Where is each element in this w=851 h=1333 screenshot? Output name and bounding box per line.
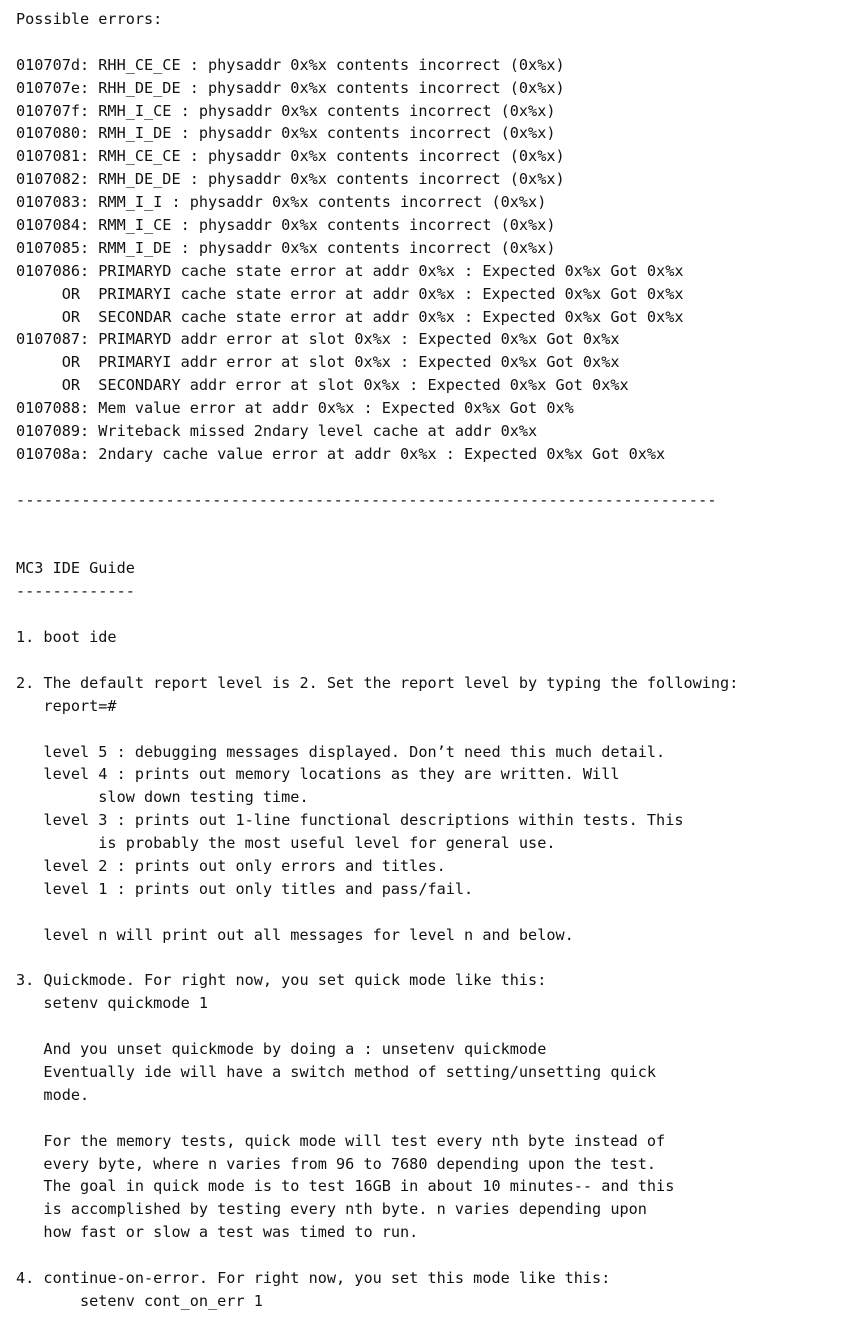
- quickmode-memory-line: The goal in quick mode is to test 16GB in about 10 minutes-- and this: [16, 1177, 675, 1196]
- error-line: 0107080: RMH_I_DE : physaddr 0x%x contents incorrect (0x%x): [16, 124, 556, 143]
- quickmode-unset-line: Eventually ide will have a switch method of setting/unsetting quick: [16, 1062, 657, 1081]
- step-4-intro: 4. continue-on-error. For right now, you set this mode like this:: [16, 1269, 611, 1287]
- step-4: [16, 1267, 851, 1313]
- section-separator: ---------------------------------------------------------------------------: [16, 490, 717, 509]
- error-line: 0107085: RMM_I_DE : physaddr 0x%x contents incorrect (0x%x): [16, 238, 556, 257]
- error-line: 0107083: RMM_I_I : physaddr 0x%x contents incorrect (0x%x): [16, 193, 547, 212]
- quickmode-unset-line: mode.: [16, 1085, 90, 1104]
- error-line: 0107088: Mem value error at addr 0x%x : Expected 0x%x Got 0x%: [16, 399, 574, 418]
- error-line: 010707d: RHH_CE_CE : physaddr 0x%x contents incorrect (0x%x): [16, 55, 565, 74]
- report-level-line: level 1 : prints out only titles and pass/fail.: [16, 879, 474, 898]
- step-2-intro: 2. The default report level is 2. Set the report level by typing the following:: [16, 673, 739, 692]
- error-line: OR SECONDAR cache state error at addr 0x%x : Expected 0x%x Got 0x%x: [16, 307, 684, 326]
- error-line: OR SECONDARY addr error at slot 0x%x : Expected 0x%x Got 0x%x: [16, 376, 629, 395]
- report-level-line: level 2 : prints out only errors and titles.: [16, 856, 446, 875]
- report-level-line: level 5 : debugging messages displayed. Don’t need this much detail.: [16, 742, 666, 761]
- error-line: 0107086: PRIMARYD cache state error at addr 0x%x : Expected 0x%x Got 0x%x: [16, 261, 684, 280]
- quickmode-memory-line: every byte, where n varies from 96 to 7680 depending upon the test.: [16, 1154, 657, 1173]
- error-line: 0107087: PRIMARYD addr error at slot 0x%x : Expected 0x%x Got 0x%x: [16, 330, 620, 349]
- report-level-line: level 4 : prints out memory locations as they are written. Will: [16, 765, 620, 784]
- document-page: [16, 8, 851, 1313]
- report-level-line: slow down testing time.: [16, 788, 309, 807]
- step-4-command: setenv cont_on_err 1: [16, 1291, 263, 1310]
- quickmode-memory-line: is accomplished by testing every nth byte. n varies depending upon: [16, 1200, 647, 1219]
- report-level-note: level n will print out all messages for level n and below.: [16, 925, 574, 944]
- error-line: OR PRIMARYI addr error at slot 0x%x : Expected 0x%x Got 0x%x: [16, 353, 620, 372]
- step-3-intro: 3. Quickmode. For right now, you set quick mode like this:: [16, 971, 547, 990]
- error-line: 0107089: Writeback missed 2ndary level cache at addr 0x%x: [16, 422, 538, 441]
- error-line: 0107084: RMM_I_CE : physaddr 0x%x contents incorrect (0x%x): [16, 216, 556, 235]
- error-line: OR PRIMARYI cache state error at addr 0x%x : Expected 0x%x Got 0x%x: [16, 284, 684, 303]
- guide-title: MC3 IDE Guide: [16, 559, 135, 578]
- step-1: 1. boot ide: [16, 628, 117, 647]
- guide-title-underline: -------------: [16, 582, 135, 601]
- report-level-line: is probably the most useful level for general use.: [16, 834, 556, 853]
- quickmode-unset-line: And you unset quickmode by doing a : unsetenv quickmode: [16, 1040, 547, 1059]
- step-2: [16, 672, 851, 947]
- quickmode-memory-line: how fast or slow a test was timed to run.: [16, 1223, 419, 1242]
- step-2-command: report=#: [16, 696, 117, 715]
- error-line: 010707e: RHH_DE_DE : physaddr 0x%x contents incorrect (0x%x): [16, 78, 565, 97]
- error-list: [16, 54, 851, 466]
- quickmode-memory-line: For the memory tests, quick mode will test every nth byte instead of: [16, 1131, 666, 1150]
- report-level-line: level 3 : prints out 1-line functional descriptions within tests. This: [16, 811, 684, 830]
- error-line: 010707f: RMH_I_CE : physaddr 0x%x contents incorrect (0x%x): [16, 101, 556, 120]
- step-3-command: setenv quickmode 1: [16, 994, 209, 1013]
- error-line: 010708a: 2ndary cache value error at addr 0x%x : Expected 0x%x Got 0x%x: [16, 444, 666, 463]
- error-line: 0107082: RMH_DE_DE : physaddr 0x%x contents incorrect (0x%x): [16, 170, 565, 189]
- errors-heading: Possible errors:: [16, 10, 163, 28]
- error-line: 0107081: RMH_CE_CE : physaddr 0x%x contents incorrect (0x%x): [16, 147, 565, 166]
- step-3: [16, 969, 851, 1244]
